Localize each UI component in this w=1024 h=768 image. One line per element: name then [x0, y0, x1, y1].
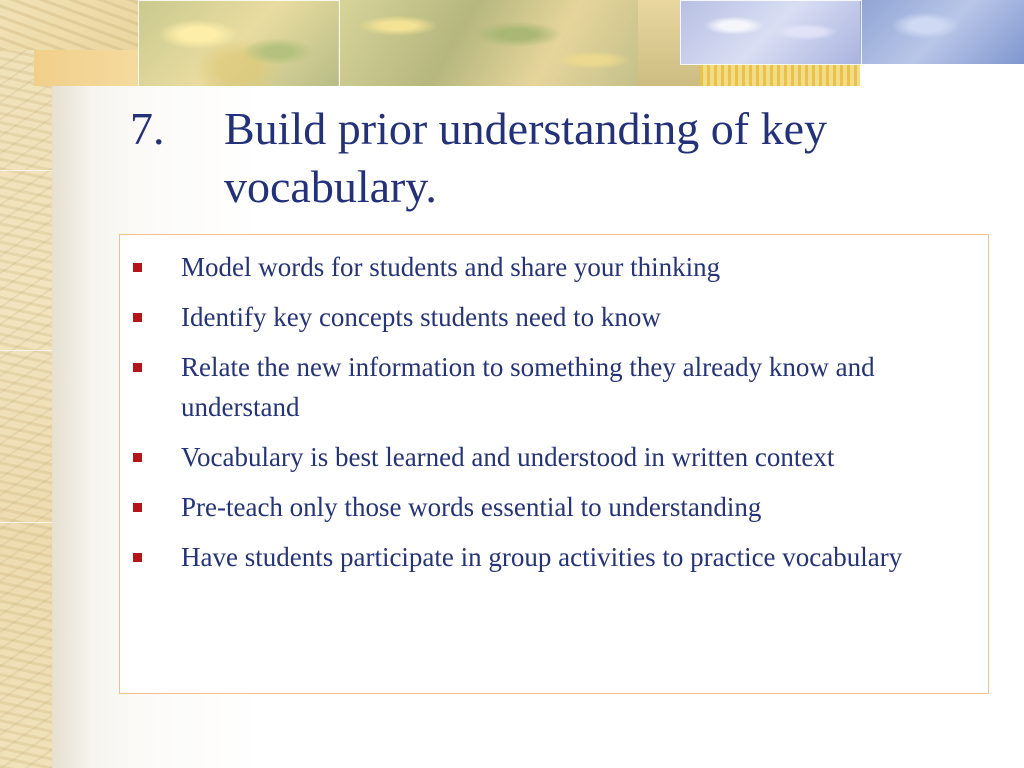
square-bullet-icon: [133, 553, 142, 562]
bullet-text: Model words for students and share your thinking: [181, 252, 721, 282]
square-bullet-icon: [133, 263, 142, 272]
title-text: Build prior understanding of key vocabulary.: [224, 103, 828, 212]
bullet-item: [120, 247, 988, 287]
bullet-text: Have students participate in group activities to practice vocabulary: [181, 542, 903, 572]
strip-seam: [0, 350, 52, 351]
bullet-item: [120, 437, 988, 477]
title-number: 7.: [130, 103, 165, 154]
content-box: [119, 234, 989, 694]
bullet-text: Pre-teach only those words essential to understanding: [181, 492, 762, 522]
bullet-text: Vocabulary is best learned and understood in written context: [181, 442, 835, 472]
square-bullet-icon: [133, 313, 142, 322]
left-fade: [52, 0, 92, 768]
banner-tile-flowers: [860, 0, 1024, 64]
square-bullet-icon: [133, 363, 142, 372]
banner-tile-grass: [700, 64, 860, 86]
banner-tile-leaves: [338, 0, 638, 86]
bullet-list: [120, 235, 988, 577]
bullet-item: [120, 487, 988, 527]
square-bullet-icon: [133, 453, 142, 462]
bullet-text: Identify key concepts students need to know: [181, 302, 661, 332]
strip-seam: [0, 170, 52, 171]
bullet-item: [120, 347, 988, 427]
banner-frame: [138, 0, 340, 87]
square-bullet-icon: [133, 503, 142, 512]
banner-frame: [680, 0, 862, 65]
bullet-text: Relate the new information to something they already know and understand: [181, 352, 875, 422]
bullet-item: [120, 297, 988, 337]
decorative-banner: [0, 0, 1024, 88]
strip-seam: [0, 522, 52, 523]
left-texture-strip: [0, 0, 52, 768]
bullet-item: [120, 537, 988, 577]
slide-title: [130, 100, 990, 216]
